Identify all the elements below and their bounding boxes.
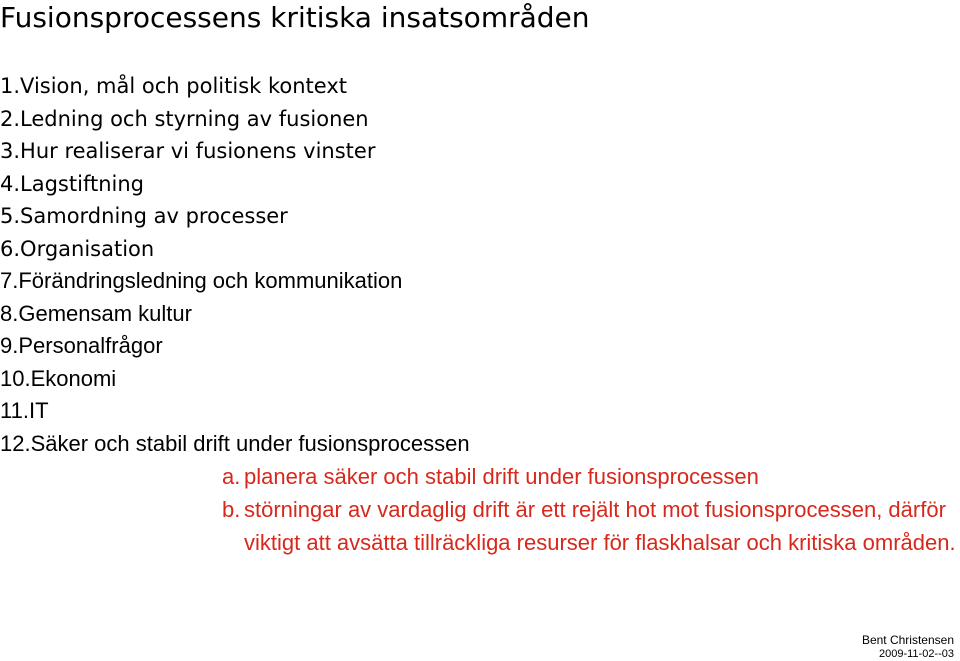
footer-author: Bent Christensen <box>861 633 954 647</box>
list-item: 1.Vision, mål och politisk kontext <box>0 74 347 98</box>
list-item: 8.Gemensam kultur <box>0 300 192 326</box>
sub-list-item <box>222 493 959 559</box>
sub-item-marker: b. <box>222 497 241 522</box>
sub-list <box>222 460 959 559</box>
footer-date: 2009-11-02--03 <box>878 648 954 660</box>
list-item: 9.Personalfrågor <box>0 333 163 358</box>
list-item: 5.Samordning av processer <box>0 204 288 228</box>
list-item: 6.Organisation <box>0 236 155 261</box>
sub-item-text: planera säker och stabil drift under fusionsprocessen <box>244 464 759 489</box>
list-item: 11.IT <box>0 398 49 423</box>
slide-title: Fusionsprocessens kritiska insatsområden <box>0 1 590 34</box>
list-item: 3.Hur realiserar vi fusionens vinster <box>0 139 376 163</box>
list-item: 7.Förändringsledning och kommunikation <box>0 268 403 293</box>
list-item: 12.Säker och stabil drift under fusionsprocessen <box>0 430 470 456</box>
sub-item-marker: a. <box>222 464 241 489</box>
sub-list-item <box>222 460 959 493</box>
list-item: 4.Lagstiftning <box>0 171 144 196</box>
focus-area-list <box>0 70 470 460</box>
list-item: 10.Ekonomi <box>0 365 117 391</box>
sub-item-text: störningar av vardaglig drift är ett rejält hot mot fusionsprocessen, därför viktigt att avsätta tillräckliga resurser för flaskhalsar och kritiska områden. <box>244 497 956 555</box>
list-item: 2.Ledning och styrning av fusionen <box>0 106 369 131</box>
